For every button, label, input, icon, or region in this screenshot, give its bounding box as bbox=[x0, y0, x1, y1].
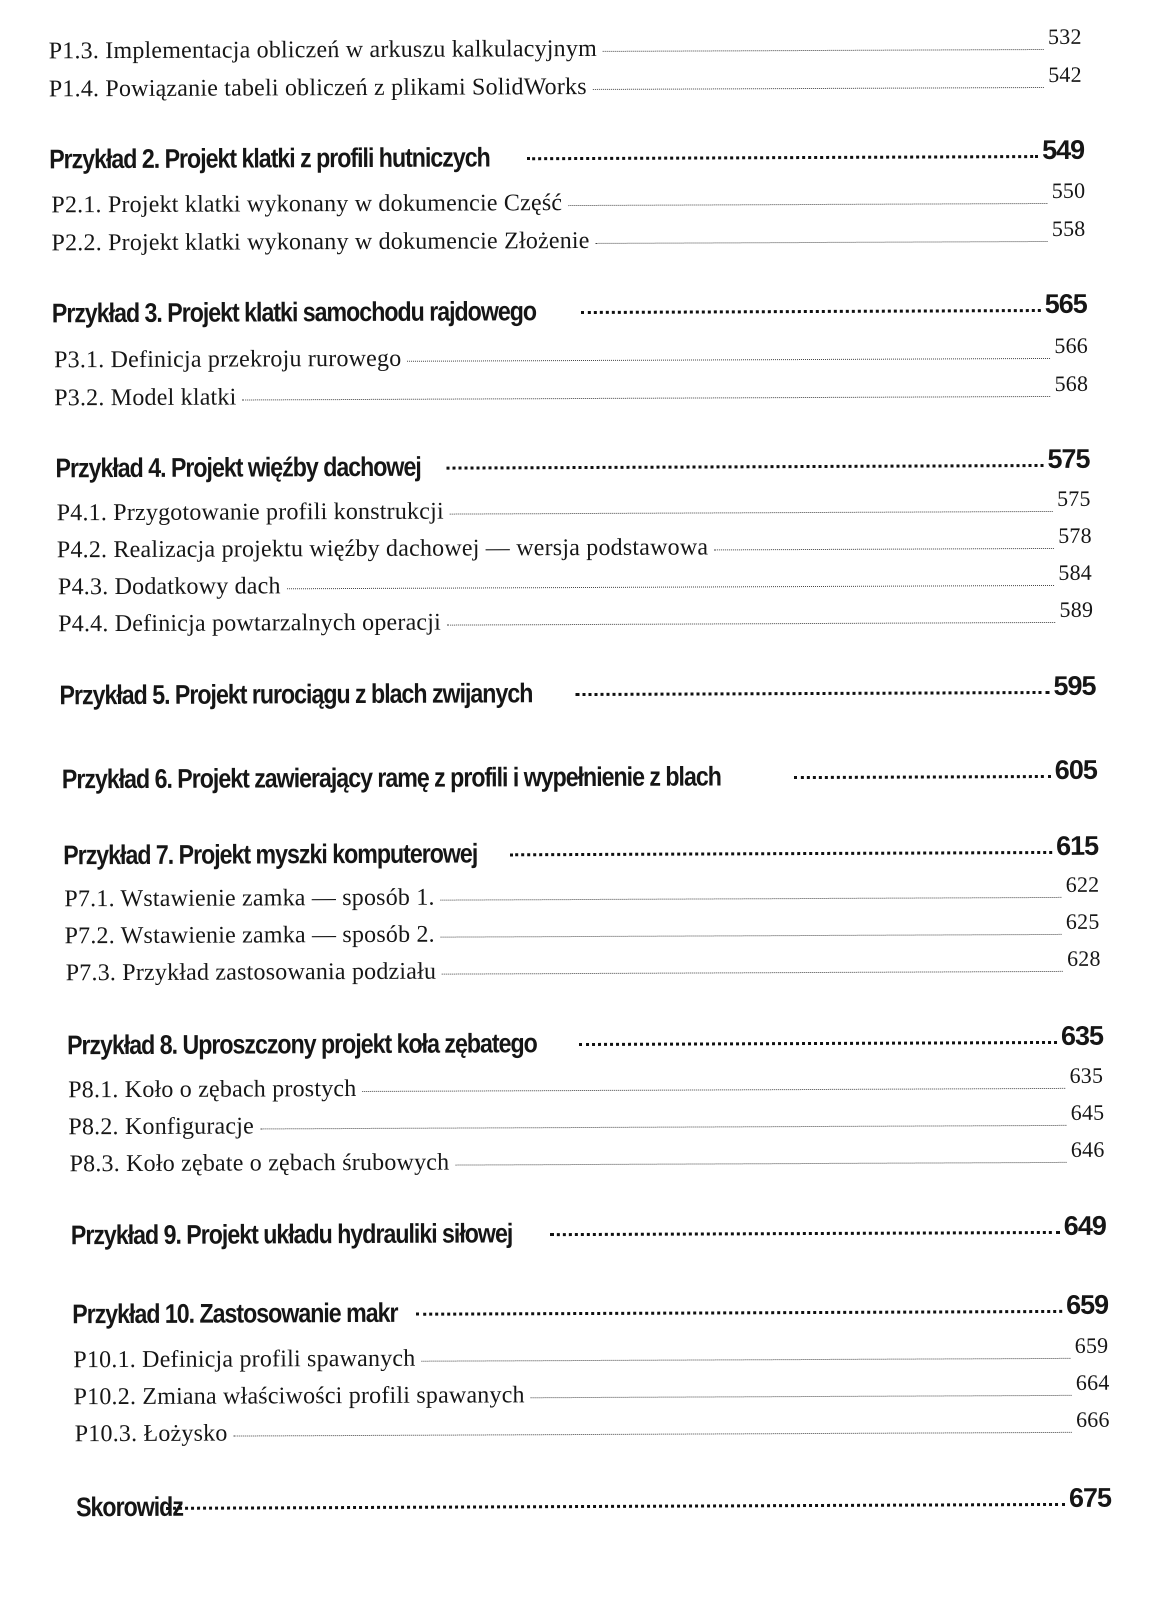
dot-leader bbox=[714, 548, 1054, 550]
toc-section-entry bbox=[74, 1406, 1110, 1449]
toc-section-entry bbox=[51, 177, 1086, 220]
toc-entry-title: P4.2. Realizacja projektu więźby dachowej — wersja podstawowa bbox=[56, 534, 709, 564]
toc-chapter-entry bbox=[49, 134, 1085, 176]
dot-leader bbox=[596, 241, 1048, 244]
dot-leader bbox=[260, 1125, 1067, 1130]
toc-page-number: 649 bbox=[1063, 1210, 1106, 1241]
toc-section-entry bbox=[57, 559, 1093, 602]
toc-page-number: 635 bbox=[1060, 1020, 1104, 1051]
toc-section-entry bbox=[54, 370, 1089, 413]
toc-section-entry bbox=[48, 23, 1082, 66]
toc-page-number: 666 bbox=[1076, 1406, 1110, 1432]
toc-page-number: 565 bbox=[1044, 288, 1087, 319]
toc-section-entry bbox=[68, 1062, 1104, 1105]
dot-leader bbox=[581, 309, 1041, 314]
dot-leader bbox=[287, 585, 1055, 589]
toc-entry-title: P8.2. Konfiguracje bbox=[68, 1113, 255, 1141]
dot-leader bbox=[447, 622, 1056, 626]
dot-leader bbox=[441, 897, 1062, 901]
toc-entry-title: Przykład 10. Zastosowanie makr bbox=[72, 1297, 398, 1330]
toc-page-number: 578 bbox=[1058, 522, 1092, 548]
toc-section-entry bbox=[53, 332, 1089, 375]
toc-section-entry bbox=[68, 1099, 1105, 1142]
toc-chapter-entry bbox=[51, 288, 1087, 330]
toc-page-number: 595 bbox=[1053, 670, 1096, 701]
toc-page-number: 628 bbox=[1066, 945, 1101, 971]
dot-leader bbox=[421, 1358, 1070, 1362]
toc-page-number: 584 bbox=[1058, 559, 1093, 585]
toc-entry-title: P2.2. Projekt klatki wykonany w dokumencie Złożenie bbox=[51, 227, 590, 257]
toc-page-number: 550 bbox=[1051, 177, 1086, 203]
toc-entry-title: Przykład 4. Projekt więźby dachowej bbox=[55, 451, 421, 484]
toc-section-entry bbox=[51, 215, 1086, 258]
toc-entry-title: Przykład 2. Projekt klatki z profili hutniczych bbox=[49, 142, 490, 175]
dot-leader bbox=[441, 934, 1062, 938]
toc-section-entry bbox=[48, 61, 1082, 104]
toc-page-number: 532 bbox=[1047, 23, 1082, 49]
toc-section-entry bbox=[58, 596, 1094, 639]
toc-page-number: 664 bbox=[1075, 1369, 1110, 1395]
dot-leader bbox=[527, 155, 1038, 160]
toc-entry-title: P3.2. Model klatki bbox=[54, 384, 237, 412]
dot-leader bbox=[550, 1231, 1060, 1236]
toc-page-number: 635 bbox=[1069, 1062, 1104, 1088]
toc-chapter-entry bbox=[55, 443, 1090, 485]
toc-entry-title: P4.3. Dodatkowy dach bbox=[57, 573, 281, 601]
dot-leader bbox=[234, 1432, 1073, 1437]
toc-entry-title: P1.4. Powiązanie tabeli obliczeń z plikami SolidWorks bbox=[48, 73, 587, 103]
dot-leader bbox=[455, 1162, 1067, 1166]
dot-leader bbox=[407, 358, 1050, 362]
toc-entry-title: Przykład 8. Uproszczony projekt koła zębatego bbox=[66, 1028, 537, 1061]
toc-page-number: 566 bbox=[1054, 332, 1089, 358]
toc-entry-title: P7.3. Przykład zastosowania podziału bbox=[65, 958, 437, 987]
toc-section-entry bbox=[73, 1332, 1109, 1375]
dot-leader bbox=[362, 1088, 1065, 1092]
toc-section-entry bbox=[56, 485, 1091, 528]
toc-entry-title: P10.1. Definicja profili spawanych bbox=[73, 1345, 416, 1374]
toc-entry-title: P4.4. Definicja powtarzalnych operacji bbox=[58, 609, 442, 638]
toc-page-number: 622 bbox=[1065, 871, 1100, 897]
toc-chapter-entry bbox=[59, 670, 1096, 712]
dot-leader bbox=[593, 87, 1044, 90]
dot-leader bbox=[416, 1310, 1062, 1316]
toc-page-number: 645 bbox=[1070, 1099, 1105, 1125]
toc-section-entry bbox=[69, 1136, 1105, 1179]
dot-leader bbox=[531, 1395, 1072, 1398]
toc-entry-title: Skorowidz bbox=[75, 1491, 183, 1523]
toc-page-number: 568 bbox=[1054, 370, 1089, 396]
toc-entry-title: Przykład 6. Projekt zawierający ramę z profili i wypełnienie z blach bbox=[61, 761, 721, 795]
toc-section-entry bbox=[56, 522, 1092, 565]
toc-section-entry bbox=[73, 1369, 1110, 1412]
toc-chapter-entry bbox=[63, 830, 1099, 872]
toc-entry-title: P4.1. Przygotowanie profili konstrukcji bbox=[56, 498, 444, 527]
toc-page-number: 575 bbox=[1047, 443, 1090, 474]
toc-page-number: 659 bbox=[1066, 1289, 1109, 1320]
toc-entry-title: Przykład 7. Projekt myszki komputerowej bbox=[63, 838, 478, 871]
toc-page-number: 615 bbox=[1056, 830, 1099, 861]
dot-leader bbox=[442, 971, 1063, 975]
dot-leader bbox=[575, 691, 1049, 696]
dot-leader bbox=[511, 851, 1053, 856]
dot-leader bbox=[579, 1041, 1057, 1046]
toc-entry-title: P1.3. Implementacja obliczeń w arkuszu kalkulacyjnym bbox=[48, 35, 597, 65]
toc-entry-title: P8.1. Koło o zębach prostych bbox=[68, 1076, 357, 1104]
dot-leader bbox=[568, 203, 1048, 206]
toc-entry-title: P10.2. Zmiana właściwości profili spawanych bbox=[73, 1382, 525, 1411]
toc-page-number: 542 bbox=[1048, 61, 1082, 87]
toc-chapter-entry bbox=[72, 1289, 1109, 1331]
toc-entry-title: Przykład 3. Projekt klatki samochodu rajdowego bbox=[51, 296, 537, 329]
toc-page-number: 549 bbox=[1042, 134, 1085, 165]
toc-section-entry bbox=[64, 871, 1100, 914]
toc-entry-title: P2.1. Projekt klatki wykonany w dokumencie Część bbox=[51, 190, 563, 219]
toc-chapter-entry bbox=[61, 754, 1097, 796]
toc-section-entry bbox=[65, 945, 1101, 988]
toc-page-number: 589 bbox=[1059, 596, 1094, 622]
dot-leader bbox=[794, 775, 1051, 779]
toc-page-number: 659 bbox=[1074, 1332, 1109, 1358]
toc-chapter-entry bbox=[66, 1020, 1104, 1062]
toc-entry-title: Przykład 9. Projekt układu hydrauliki siłowej bbox=[70, 1218, 513, 1251]
toc-page-number: 605 bbox=[1054, 754, 1097, 785]
dot-leader bbox=[603, 49, 1044, 52]
toc-entry-title: P7.1. Wstawienie zamka — sposób 1. bbox=[64, 884, 435, 913]
toc-entry-title: P3.1. Definicja przekroju rurowego bbox=[53, 345, 402, 374]
toc-page-number: 625 bbox=[1065, 908, 1100, 934]
dot-leader bbox=[166, 1503, 1065, 1510]
toc-chapter-entry bbox=[70, 1210, 1106, 1252]
toc-page-number: 575 bbox=[1056, 485, 1091, 511]
dot-leader bbox=[450, 511, 1053, 515]
toc-page-number: 675 bbox=[1068, 1482, 1112, 1513]
dot-leader bbox=[446, 464, 1043, 470]
toc-entry-title: P7.2. Wstawienie zamka — sposób 2. bbox=[64, 921, 435, 950]
toc-page-number: 558 bbox=[1051, 215, 1086, 241]
toc-entry-title: Przykład 5. Projekt rurociągu z blach zwijanych bbox=[59, 678, 533, 711]
toc-entry-title: P8.3. Koło zębate o zębach śrubowych bbox=[69, 1149, 450, 1178]
toc-page-number: 646 bbox=[1070, 1136, 1105, 1162]
toc-section-entry bbox=[64, 908, 1100, 951]
toc-chapter-entry bbox=[75, 1482, 1112, 1524]
dot-leader bbox=[242, 396, 1050, 401]
toc-entry-title: P10.3. Łożysko bbox=[74, 1420, 228, 1448]
